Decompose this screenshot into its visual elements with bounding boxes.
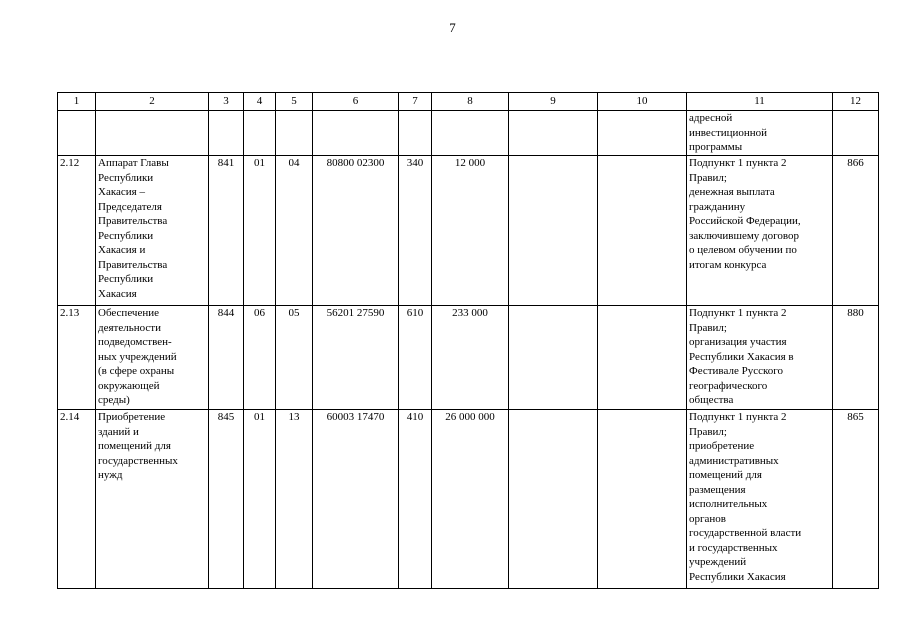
col12-cell: 880 [833,306,879,410]
amount-cell: 233 000 [432,306,509,410]
header-cell: 1 [58,93,96,111]
header-cell: 8 [432,93,509,111]
table-row [58,410,879,589]
col9-cell [509,410,598,589]
amount-cell: 12 000 [432,156,509,306]
row-number-cell [58,111,96,156]
code-cell: 841 [209,156,244,306]
header-cell: 7 [399,93,432,111]
row-number-cell: 2.14 [58,410,96,589]
col10-cell [598,306,687,410]
table-row [58,156,879,306]
code-cell: 844 [209,306,244,410]
section-cell: 01 [244,156,276,306]
row-number-cell: 2.13 [58,306,96,410]
table-row [58,111,879,156]
target-article-cell: 56201 27590 [313,306,399,410]
basis-cell: Подпункт 1 пункта 2 Правил; приобретение административных помещений для размещения исполнительных органов государственной власти и государственных учреждений Республики Хакасия [687,410,833,589]
expense-type-cell: 410 [399,410,432,589]
recipient-cell: Приобретение зданий и помещений для государственных нужд [96,410,209,589]
code-cell: 845 [209,410,244,589]
table-header-row [58,93,879,111]
header-cell: 5 [276,93,313,111]
data-table [57,92,879,589]
subsection-cell [276,111,313,156]
basis-cell: Подпункт 1 пункта 2 Правил; денежная выплата гражданину Российской Федерации, заключившему договор о целевом обучении по итогам конкурса [687,156,833,306]
col10-cell [598,111,687,156]
header-cell: 4 [244,93,276,111]
basis-cell: Подпункт 1 пункта 2 Правил; организация участия Республики Хакасия в Фестивале Русского географического общества [687,306,833,410]
header-cell: 10 [598,93,687,111]
header-cell: 9 [509,93,598,111]
expense-type-cell: 610 [399,306,432,410]
page-number: 7 [449,20,456,35]
section-cell: 01 [244,410,276,589]
section-cell: 06 [244,306,276,410]
subsection-cell: 13 [276,410,313,589]
subsection-cell: 04 [276,156,313,306]
col10-cell [598,410,687,589]
target-article-cell [313,111,399,156]
recipient-cell: Аппарат Главы Республики Хакасия – Председателя Правительства Республики Хакасия и Правительства Республики Хакасия [96,156,209,306]
subsection-cell: 05 [276,306,313,410]
header-cell: 3 [209,93,244,111]
header-cell: 11 [687,93,833,111]
amount-cell [432,111,509,156]
col10-cell [598,156,687,306]
header-cell: 2 [96,93,209,111]
header-cell: 6 [313,93,399,111]
recipient-cell [96,111,209,156]
expense-type-cell [399,111,432,156]
section-cell [244,111,276,156]
recipient-cell: Обеспечение деятельности подведомствен- ных учреждений (в сфере охраны окружающей среды) [96,306,209,410]
basis-cell: адресной инвестиционной программы [687,111,833,156]
table-row [58,306,879,410]
target-article-cell: 60003 17470 [313,410,399,589]
col9-cell [509,111,598,156]
col12-cell: 865 [833,410,879,589]
amount-cell: 26 000 000 [432,410,509,589]
target-article-cell: 80800 02300 [313,156,399,306]
expense-type-cell: 340 [399,156,432,306]
col12-cell: 866 [833,156,879,306]
col9-cell [509,156,598,306]
col9-cell [509,306,598,410]
row-number-cell: 2.12 [58,156,96,306]
header-cell: 12 [833,93,879,111]
col12-cell [833,111,879,156]
code-cell [209,111,244,156]
